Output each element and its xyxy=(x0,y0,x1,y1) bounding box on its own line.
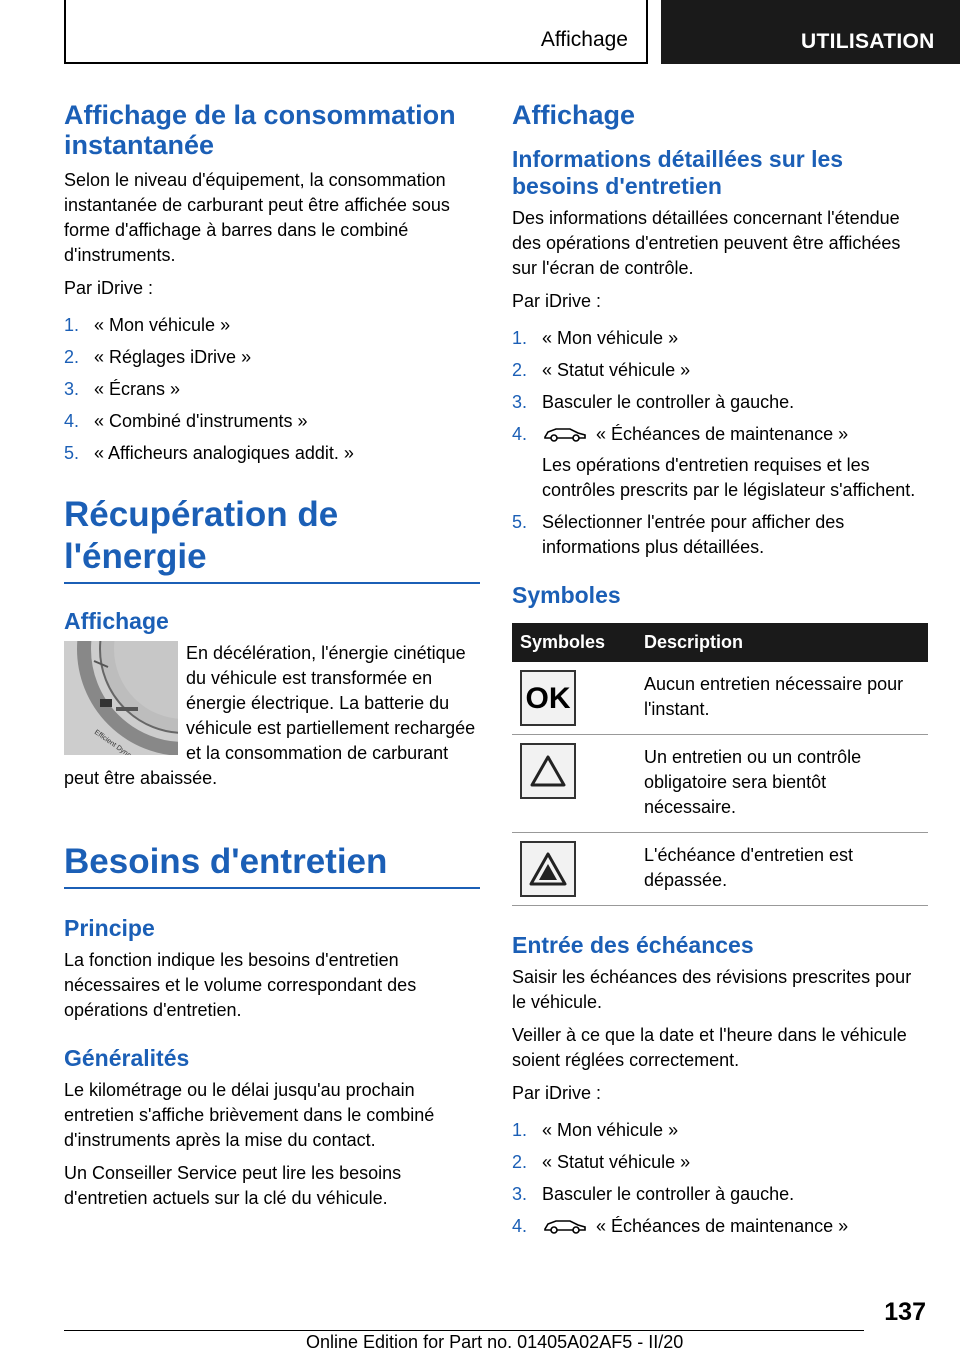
description-cell: L'échéance d'entretien est dépassée. xyxy=(636,833,928,906)
list-item xyxy=(64,441,480,466)
list-item xyxy=(512,1118,928,1143)
warning-triangle-filled-icon xyxy=(520,841,576,897)
step-number: 3. xyxy=(64,379,80,399)
heading-informations: Informations détaillées sur les besoins d'entretien xyxy=(512,146,844,199)
list-item xyxy=(512,390,928,415)
step-number: 5. xyxy=(64,443,80,463)
gauge-illustration xyxy=(64,641,178,755)
heading-generalites: Généralités xyxy=(64,1045,190,1071)
idrive-label: Par iDrive : xyxy=(512,291,602,311)
table-row xyxy=(512,662,928,735)
step-number: 3. xyxy=(512,392,528,412)
list-item xyxy=(64,377,480,402)
right-column xyxy=(512,100,928,1246)
step-text: « Échéances de maintenance » xyxy=(596,1216,849,1236)
list-item xyxy=(64,409,480,434)
footer-divider xyxy=(64,1330,864,1331)
heading-entree: Entrée des échéances xyxy=(512,932,754,958)
step-text: « Combiné d'instruments » xyxy=(94,411,308,431)
header-section-box xyxy=(64,0,648,64)
idrive-label: Par iDrive : xyxy=(512,1083,602,1103)
list-item xyxy=(64,313,480,338)
heading-besoins: Besoins d'entretien xyxy=(64,841,480,889)
list-item xyxy=(512,1150,928,1175)
list-item xyxy=(512,510,928,560)
step-number: 1. xyxy=(512,328,528,348)
step-number: 5. xyxy=(512,512,528,532)
warning-triangle-icon xyxy=(520,743,576,799)
warning-triangle-filled-svg xyxy=(528,851,568,887)
step-number: 4. xyxy=(512,424,528,444)
warning-triangle-svg xyxy=(529,754,567,788)
step-text: « Afficheurs analogiques addit. » xyxy=(94,443,354,463)
step-text: « Statut véhicule » xyxy=(542,360,691,380)
heading-recuperation: Récupération de l'énergie xyxy=(64,494,480,584)
paragraph-entree-1: Saisir les échéances des révisions prescrites pour le véhicule. xyxy=(512,967,912,1012)
recuperation-block xyxy=(64,641,480,799)
heading-affichage-right: Affichage xyxy=(512,100,636,130)
description-cell: Un entretien ou un contrôle obligatoire sera bientôt nécessaire. xyxy=(636,735,928,833)
heading-principe: Principe xyxy=(64,915,155,941)
step-subtext: Les opérations d'entretien requises et les contrôles prescrits par le législateur s'affichent. xyxy=(542,455,916,500)
step-text: « Réglages iDrive » xyxy=(94,347,252,367)
paragraph-informations: Des informations détaillées concernant l'étendue des opérations d'entretien peuvent être affichées sur l'écran de contrôle. xyxy=(512,208,901,278)
step-text: « Mon véhicule » xyxy=(542,1120,679,1140)
symbols-table xyxy=(512,623,928,906)
paragraph-entree-2: Veiller à ce que la date et l'heure dans le véhicule soient réglées correctement. xyxy=(512,1025,907,1070)
list-item xyxy=(512,326,928,351)
table-header: Symboles xyxy=(512,623,636,662)
header-chapter-title: UTILISATION xyxy=(801,30,935,53)
step-number: 3. xyxy=(512,1184,528,1204)
paragraph-principe: La fonction indique les besoins d'entretien nécessaires et le volume correspondant des opérations d'entretien. xyxy=(64,950,417,1020)
page-number: 137 xyxy=(884,1298,926,1326)
header-section-title: Affichage xyxy=(540,28,628,51)
step-text: « Mon véhicule » xyxy=(94,315,231,335)
list-item xyxy=(512,422,928,503)
step-number: 2. xyxy=(512,1152,528,1172)
step-text: « Statut véhicule » xyxy=(542,1152,691,1172)
ok-icon xyxy=(520,670,576,726)
paragraph-consommation: Selon le niveau d'équipement, la consommation instantanée de carburant peut être affichée sous forme d'affichage à barres dans le combiné d'instruments. xyxy=(64,170,450,265)
step-text: « Écrans » xyxy=(94,379,181,399)
step-number: 4. xyxy=(64,411,80,431)
ok-symbol-text: OK xyxy=(525,681,571,715)
table-header: Description xyxy=(636,623,928,662)
symbol-cell xyxy=(512,833,636,906)
steps-list-entretien xyxy=(512,326,928,560)
heading-affichage-left: Affichage xyxy=(64,608,169,634)
list-item xyxy=(512,1214,928,1239)
edition-text: Online Edition for Part no. 01405A02AF5 - II/20 xyxy=(306,1332,684,1352)
step-text: « Mon véhicule » xyxy=(542,328,679,348)
description-cell: Aucun entretien nécessaire pour l'instant. xyxy=(636,662,928,735)
step-number: 2. xyxy=(512,360,528,380)
symbol-cell xyxy=(512,662,636,735)
step-number: 4. xyxy=(512,1216,528,1236)
step-text: Basculer le controller à gauche. xyxy=(542,392,795,412)
step-number: 1. xyxy=(64,315,80,335)
list-item xyxy=(64,345,480,370)
table-row xyxy=(512,735,928,833)
heading-consommation: Affichage de la consommation instantanée xyxy=(64,100,456,160)
car-icon xyxy=(542,1217,588,1235)
step-text: Basculer le controller à gauche. xyxy=(542,1184,795,1204)
table-header-row xyxy=(512,623,928,662)
steps-list-echeances xyxy=(512,1118,928,1239)
header-chapter-tab xyxy=(661,0,960,64)
left-column xyxy=(64,100,480,1219)
heading-symboles: Symboles xyxy=(512,582,621,608)
step-number: 1. xyxy=(512,1120,528,1140)
list-item xyxy=(512,358,928,383)
steps-list-consommation xyxy=(64,313,480,466)
step-number: 2. xyxy=(64,347,80,367)
symbol-cell xyxy=(512,735,636,833)
paragraph-generalites-2: Un Conseiller Service peut lire les besoins d'entretien actuels sur la clé du véhicule. xyxy=(64,1163,402,1208)
table-row xyxy=(512,833,928,906)
step-text: Sélectionner l'entrée pour afficher des informations plus détaillées. xyxy=(542,512,845,557)
list-item xyxy=(512,1182,928,1207)
paragraph-generalites-1: Le kilométrage ou le délai jusqu'au prochain entretien s'affiche brièvement dans le combiné d'instruments après la mise du contact. xyxy=(64,1080,435,1150)
car-icon xyxy=(542,425,588,443)
step-text: « Échéances de maintenance » xyxy=(596,424,849,444)
gauge-image xyxy=(64,641,178,755)
paragraph-recuperation: En décélération, l'énergie cinétique du véhicule est transformée en énergie électrique. La batterie du véhicule est partiellement rechargée et la consommation de carburant peut être abaissée. xyxy=(64,643,476,788)
idrive-label: Par iDrive : xyxy=(64,278,154,298)
